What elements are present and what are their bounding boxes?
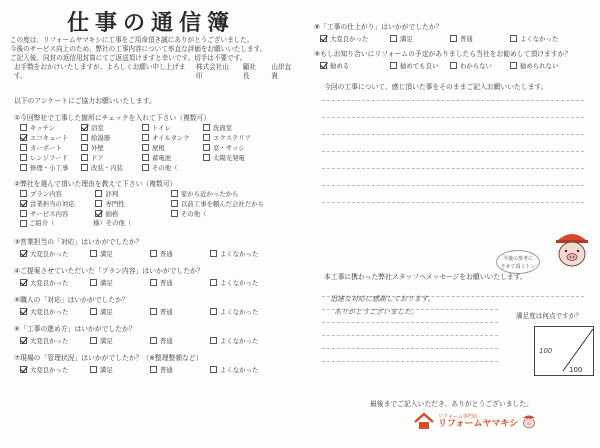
- q2-referral: [14, 218, 296, 227]
- handwritten-message-line: ありがとうございました。: [334, 308, 418, 316]
- option-label: エコキュート: [30, 134, 69, 142]
- rating-options: [14, 336, 296, 345]
- checkbox[interactable]: [90, 250, 97, 257]
- option[interactable]: [210, 278, 290, 287]
- question-2: [6, 179, 296, 227]
- option[interactable]: [210, 365, 290, 374]
- house-logo-icon: [414, 412, 434, 430]
- intro-text: [6, 36, 296, 81]
- ruled-line: [322, 151, 584, 152]
- referral-label: ご紹介（ 様）その他（: [29, 219, 132, 227]
- option-label: 外壁: [91, 144, 104, 152]
- option-label: よくなかった: [520, 35, 559, 43]
- pig-logo-icon: [522, 413, 536, 429]
- checkbox-checked[interactable]: [20, 308, 27, 315]
- checkbox[interactable]: [95, 190, 102, 197]
- checkbox[interactable]: [90, 308, 97, 315]
- pig-mascot-icon: [554, 226, 590, 270]
- option-label: 浴室: [91, 124, 104, 132]
- option-label: 普通: [460, 35, 473, 43]
- option[interactable]: [150, 278, 210, 287]
- intro-line: この度は、リフォームヤマキシに工事をご用命頂き誠にありがとうございました。: [10, 36, 254, 44]
- rating-options: [14, 249, 296, 258]
- question-q8: [306, 22, 596, 43]
- checkbox[interactable]: [142, 134, 149, 141]
- checkbox[interactable]: [20, 144, 27, 151]
- right-column: [306, 0, 596, 448]
- checkbox[interactable]: [450, 62, 457, 69]
- option[interactable]: [20, 189, 95, 198]
- question-1: [6, 113, 296, 172]
- question-label: 本工事に携わった弊社スタッフへメッセージをお願いいたします。: [324, 273, 527, 281]
- question-label: ⑨もしお知り合いにリフォームの予定がありましたら当社をお勧めして頂けますか？: [314, 50, 572, 58]
- option[interactable]: [90, 278, 150, 287]
- checkbox[interactable]: [203, 134, 210, 141]
- option[interactable]: [20, 123, 81, 132]
- ruled-line: [322, 117, 584, 118]
- option-label: 大変良かった: [330, 35, 369, 43]
- option-label: サービス内容: [30, 210, 69, 218]
- ruled-line: [322, 335, 498, 336]
- option-label: 大変良かった: [30, 279, 69, 287]
- logo-name: リフォームヤマキシ: [438, 419, 519, 429]
- checkbox[interactable]: [150, 337, 157, 344]
- option-label: 大変良かった: [30, 337, 69, 345]
- checkbox[interactable]: [210, 366, 217, 373]
- option[interactable]: [20, 336, 90, 345]
- ruled-line: [322, 348, 498, 349]
- option[interactable]: [20, 153, 81, 162]
- checkbox[interactable]: [390, 35, 397, 42]
- option[interactable]: [81, 143, 142, 152]
- ruled-line: [322, 322, 498, 323]
- question-q6: [6, 324, 296, 345]
- option-label: 改装・内装: [91, 164, 123, 172]
- option[interactable]: [150, 365, 210, 374]
- ruled-line: [322, 361, 498, 362]
- checkbox-checked[interactable]: [320, 62, 327, 69]
- checkbox[interactable]: [20, 190, 27, 197]
- question-q9: [306, 49, 596, 70]
- checkbox-checked[interactable]: [20, 134, 27, 141]
- option-label: 満足: [100, 279, 113, 287]
- intro-line: お手数をおかけいたしますが、よろしくお願い申し上げます。: [14, 63, 186, 80]
- option[interactable]: [450, 61, 510, 70]
- option-label: その他（: [180, 210, 207, 218]
- signer-name: 山岸直貴: [271, 63, 292, 80]
- option-label: 大変良かった: [30, 366, 69, 374]
- option[interactable]: [20, 163, 81, 172]
- option[interactable]: [203, 133, 264, 142]
- left-column: [6, 0, 296, 448]
- option-label: よくなかった: [220, 250, 259, 258]
- ruled-line: [322, 100, 584, 101]
- q2-options: [14, 189, 264, 218]
- option-label: よくなかった: [220, 308, 259, 316]
- option-label: 普通: [160, 279, 173, 287]
- option[interactable]: [81, 163, 142, 172]
- checkbox[interactable]: [210, 308, 217, 315]
- option[interactable]: [81, 153, 142, 162]
- ruled-line: [322, 185, 584, 186]
- checkbox[interactable]: [203, 154, 210, 161]
- option-label: カーポート: [30, 144, 62, 152]
- question-q4: [6, 266, 296, 287]
- question-label: ⑥「工事の進め方」はいかがでしたか？: [14, 325, 136, 333]
- checkbox[interactable]: [150, 366, 157, 373]
- option[interactable]: [142, 123, 203, 132]
- rating-options: [14, 365, 296, 374]
- speech-bubble: [496, 250, 540, 274]
- checkbox[interactable]: [171, 210, 178, 217]
- logo-subtitle: リフォーム専門店: [438, 414, 478, 420]
- signature-row: [10, 63, 296, 81]
- checkbox[interactable]: [142, 144, 149, 151]
- option-label: よくなかった: [220, 366, 259, 374]
- option[interactable]: [20, 278, 90, 287]
- checkbox[interactable]: [210, 250, 217, 257]
- q1-options: [14, 123, 264, 172]
- option[interactable]: [210, 307, 290, 316]
- checkbox[interactable]: [81, 134, 88, 141]
- option-label: ドア: [91, 154, 104, 162]
- checkbox[interactable]: [20, 164, 27, 171]
- option-label: 普通: [160, 366, 173, 374]
- option-label: 普通: [160, 308, 173, 316]
- rating-options: [14, 278, 296, 287]
- option[interactable]: [95, 189, 170, 198]
- question-q3: [6, 237, 296, 258]
- option-label: トイレ: [152, 124, 171, 132]
- checkbox-checked[interactable]: [20, 337, 27, 344]
- checkbox[interactable]: [210, 279, 217, 286]
- option[interactable]: [203, 143, 264, 152]
- checkbox[interactable]: [142, 164, 149, 171]
- intro-line: 今後のサービス向上のため、弊社の工事内容について率直な評価をお願いいたします。: [10, 45, 267, 53]
- checkbox[interactable]: [20, 124, 27, 131]
- score-label: 満足度は何点ですか？: [516, 312, 582, 320]
- checkbox-checked[interactable]: [20, 250, 27, 257]
- company-name: 株式会社山印: [195, 63, 229, 80]
- option[interactable]: [210, 249, 290, 258]
- option-label: よくなかった: [220, 337, 259, 345]
- checkbox[interactable]: [171, 190, 178, 197]
- option-label: 窓・サッシ: [213, 144, 245, 152]
- ruled-line: [322, 134, 584, 135]
- option-label: 家から近かったから: [180, 190, 239, 198]
- checkbox-checked[interactable]: [20, 366, 27, 373]
- question-q7: [6, 353, 296, 374]
- ruled-line: [322, 168, 584, 169]
- score-box[interactable]: [534, 326, 594, 376]
- option-label: キッチン: [30, 124, 56, 132]
- option-label: 価格: [105, 210, 119, 218]
- checkbox[interactable]: [81, 164, 88, 171]
- intro-line: ご記入後、同封の返信用封筒にてご返送頂けますと幸いです。切手は不要です。: [10, 54, 247, 62]
- option-label: 満足: [100, 250, 113, 258]
- option-label: エクステリア: [213, 134, 252, 142]
- bubble-text: 今後の参考に させて頂くトン: [500, 256, 536, 270]
- option-label: 満足: [100, 366, 113, 374]
- option[interactable]: [20, 307, 90, 316]
- option-label: 満足: [400, 35, 413, 43]
- option-label: よくなかった: [220, 279, 259, 287]
- checkbox[interactable]: [210, 337, 217, 344]
- company-logo: [414, 412, 536, 430]
- option-label: 営業担当の対応: [30, 200, 75, 208]
- option-label: 太陽光発電: [213, 154, 245, 162]
- option[interactable]: [95, 209, 170, 218]
- option-label: 普通: [160, 337, 173, 345]
- score-max: 100: [569, 366, 583, 374]
- checkbox[interactable]: [81, 154, 88, 161]
- option[interactable]: [142, 153, 203, 162]
- option[interactable]: [20, 133, 81, 142]
- checkbox-checked[interactable]: [20, 200, 27, 207]
- checkbox[interactable]: [142, 154, 149, 161]
- option-label: 大変良かった: [30, 250, 69, 258]
- option[interactable]: [20, 143, 81, 152]
- page-title: 仕事の通信簿: [66, 10, 235, 36]
- question-10: [306, 82, 596, 203]
- option-label: 蓄電池: [152, 154, 172, 162]
- option[interactable]: [90, 249, 150, 258]
- option[interactable]: [81, 123, 142, 132]
- option[interactable]: [171, 199, 264, 208]
- option-label: 勧めても良い: [400, 62, 439, 70]
- checkbox[interactable]: [203, 144, 210, 151]
- checkbox[interactable]: [150, 308, 157, 315]
- option[interactable]: [20, 365, 90, 374]
- checkbox[interactable]: [90, 279, 97, 286]
- option-label: プラン内容: [30, 190, 62, 198]
- checkbox[interactable]: [20, 210, 27, 217]
- option[interactable]: [150, 307, 210, 316]
- option[interactable]: [450, 34, 510, 43]
- option-label: 以前工事を頼んだ会社だから: [180, 200, 264, 208]
- option[interactable]: [203, 123, 264, 132]
- question-label: ④ご提案させていただいた「プラン内容」はいかがでしたか？: [14, 267, 204, 275]
- option-label: 給湯器: [91, 134, 111, 142]
- option-label: わからない: [460, 62, 492, 70]
- option[interactable]: [20, 199, 95, 208]
- option-label: 勧められない: [520, 62, 559, 70]
- option-label: 専門性: [105, 200, 125, 208]
- checkbox[interactable]: [150, 250, 157, 257]
- checkbox-checked[interactable]: [95, 210, 102, 217]
- checkbox-checked[interactable]: [20, 279, 27, 286]
- option-label: 勧める: [330, 62, 350, 70]
- option[interactable]: [390, 34, 450, 43]
- option[interactable]: [142, 133, 203, 142]
- option-label: 普通: [160, 250, 173, 258]
- option[interactable]: [171, 189, 264, 198]
- question-label: ①今回弊社で工事した箇所にチェックを入れて下さい（複数可）: [14, 114, 211, 122]
- option[interactable]: [142, 163, 203, 172]
- question-label: ⑧「工事の仕上がり」はいかがでしたか？: [314, 23, 443, 31]
- closing-text: 最後までご記入いただき、ありがとうございました。: [370, 400, 533, 408]
- option-label: オイルタンク: [152, 134, 190, 142]
- score-value: 100: [539, 347, 553, 355]
- checkbox-checked[interactable]: [81, 124, 88, 131]
- ruled-line: [322, 202, 584, 203]
- question-label: ③営業担当の「対応」はいかがでしたか？: [14, 238, 143, 246]
- checkbox[interactable]: [90, 366, 97, 373]
- question-label: ②弊社を選んで頂いた理由を教えて下さい（複数可）: [14, 180, 177, 188]
- option[interactable]: [320, 34, 390, 43]
- option[interactable]: [510, 61, 590, 70]
- question-label: ⑦現場の「管理状況」はいかがでしたか？（※整理整頓など）: [14, 354, 203, 362]
- option[interactable]: [20, 209, 95, 218]
- option[interactable]: [320, 61, 390, 70]
- option[interactable]: [95, 199, 170, 208]
- checkbox[interactable]: [95, 200, 102, 207]
- option-label: 評判: [105, 190, 119, 198]
- option[interactable]: [150, 249, 210, 258]
- rating-options: [314, 34, 596, 43]
- checkbox[interactable]: [203, 124, 210, 131]
- rating-options: [14, 307, 296, 316]
- option[interactable]: [510, 34, 590, 43]
- signer-position: 顧社長: [242, 63, 257, 80]
- question-label: 今回の工事について、感じ頂いた事をそのままご記入お願いいたします。: [324, 83, 548, 91]
- option[interactable]: [90, 307, 150, 316]
- checkbox[interactable]: [150, 279, 157, 286]
- checkbox[interactable]: [390, 62, 397, 69]
- option-label: その他（: [152, 164, 178, 172]
- option-label: 洗面室: [213, 124, 233, 132]
- comment-lines[interactable]: [310, 100, 596, 203]
- checkbox[interactable]: [142, 124, 149, 131]
- option[interactable]: [390, 61, 450, 70]
- option-label: 屋根: [152, 144, 165, 152]
- handwritten-message-line: 迅速な対応に感謝しております。: [330, 295, 435, 303]
- option[interactable]: [81, 133, 142, 142]
- checkbox[interactable]: [90, 337, 97, 344]
- option[interactable]: [142, 143, 203, 152]
- option-label: 満足: [100, 337, 113, 345]
- checkbox[interactable]: [20, 220, 27, 227]
- option-label: 修理・小工事: [30, 164, 69, 172]
- checkbox[interactable]: [81, 144, 88, 151]
- question-q5: [6, 295, 296, 316]
- option[interactable]: [171, 209, 264, 218]
- checkbox[interactable]: [450, 35, 457, 42]
- checkbox[interactable]: [510, 35, 517, 42]
- checkbox[interactable]: [20, 154, 27, 161]
- option[interactable]: [90, 365, 150, 374]
- option-label: 大変良かった: [30, 308, 69, 316]
- option[interactable]: [90, 336, 150, 345]
- checkbox[interactable]: [171, 200, 178, 207]
- option-label: 満足: [100, 308, 113, 316]
- option[interactable]: [150, 336, 210, 345]
- option-label: レンジフード: [30, 154, 68, 162]
- question-label: ⑤職人の「対応」はいかがでしたか？: [14, 296, 129, 304]
- option[interactable]: [210, 336, 290, 345]
- option[interactable]: [20, 249, 90, 258]
- checkbox-checked[interactable]: [320, 35, 327, 42]
- survey-lead: 以下のアンケートにご協力お願いいたします。: [14, 97, 156, 105]
- option[interactable]: [203, 153, 264, 162]
- rating-options: [314, 61, 596, 70]
- checkbox[interactable]: [510, 62, 517, 69]
